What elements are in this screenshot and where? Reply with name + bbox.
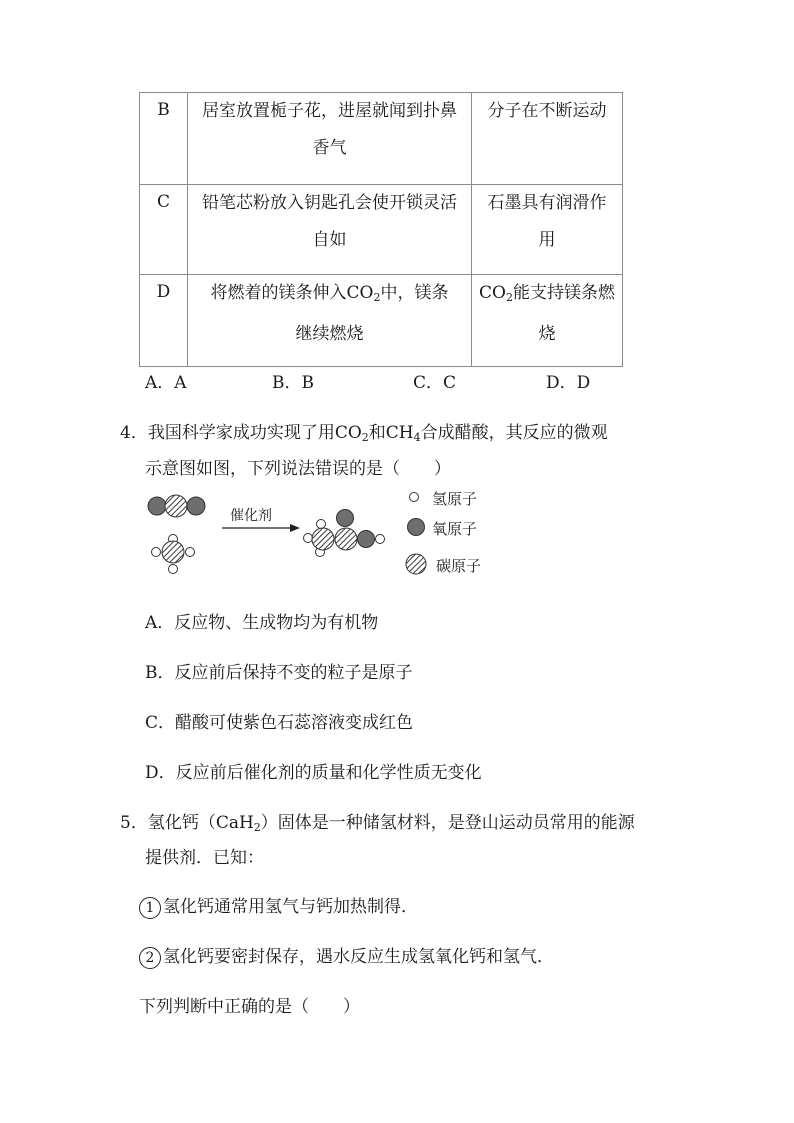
- reaction-arrow: [222, 524, 300, 532]
- q4-option-a[interactable]: A．反应物、生成物均为有机物: [145, 613, 379, 633]
- q3-option-a[interactable]: A．A: [145, 373, 187, 393]
- q5-question: 下列判断中正确的是（ ）: [139, 997, 360, 1017]
- question-text: ）固体是一种储氢材料，是登山运动员常用的能源: [260, 813, 635, 833]
- circled-number-1: 1: [139, 897, 161, 919]
- chem-subscript: 2: [505, 291, 513, 304]
- q5-item-2: [139, 942, 554, 969]
- circled-number-2: 2: [139, 947, 161, 969]
- q5-stem-line1: [120, 808, 635, 834]
- co2-molecule: [148, 495, 205, 517]
- carbon-atom-icon: [406, 554, 426, 574]
- phenomenon-text: 继续燃烧: [295, 324, 364, 344]
- q4-option-b[interactable]: B．反应前后保持不变的粒子是原子: [145, 663, 413, 683]
- row-label: D: [156, 282, 171, 302]
- q4-option-d[interactable]: D．反应前后催化剂的质量和化学性质无变化: [145, 763, 482, 783]
- q4-stem-line2: 示意图如图，下列说法错误的是（ ）: [145, 459, 451, 479]
- legend-hydrogen: 氢原子: [432, 490, 478, 508]
- phenomenon-text: 铅笔芯粉放入钥匙孔会使开锁灵活: [202, 193, 457, 213]
- question-text: 合成醋酸，其反应的微观: [420, 423, 608, 443]
- phenomenon-text: 居室放置栀子花，进屋就闻到扑鼻: [202, 101, 457, 121]
- phenomenon-text: 将燃着的镁条伸入: [210, 283, 347, 303]
- q5-item-1: [139, 892, 418, 919]
- legend-oxygen: 氧原子: [432, 520, 478, 538]
- explanation-text: 石墨具有润滑作: [487, 193, 607, 213]
- chem-subscript: 2: [361, 431, 369, 444]
- q3-option-c[interactable]: C．C: [413, 373, 457, 393]
- chem-formula: CO: [334, 423, 362, 443]
- question-text: 和: [368, 423, 386, 443]
- oxygen-atom-icon: [408, 519, 425, 536]
- catalyst-label: 催化剂: [230, 508, 272, 524]
- chem-subscript: 4: [413, 431, 421, 444]
- explanation-text: 分子在不断运动: [487, 101, 607, 121]
- chem-formula: CO: [346, 283, 374, 303]
- table-row: [140, 185, 623, 275]
- explanation-text: 烧: [538, 324, 556, 344]
- phenomenon-cell: [188, 185, 471, 259]
- phenomenon-text: 中，镁条: [380, 283, 449, 303]
- chem-formula: CO: [479, 283, 506, 303]
- explanation-text: 能支持镁条燃: [512, 283, 615, 303]
- table-row: [140, 93, 623, 185]
- question-number: 5．: [120, 813, 148, 833]
- question-text: 氢化钙（CaH: [147, 813, 254, 833]
- phenomenon-cell: [188, 93, 471, 167]
- row-label: B: [157, 100, 170, 120]
- explanation-text: 用: [538, 230, 556, 250]
- ch4-molecule: [152, 535, 195, 574]
- item-text: 氢化钙要密封保存，遇水反应生成氢氧化钙和氢气．: [163, 947, 554, 967]
- q4-option-c[interactable]: C．醋酸可使紫色石蕊溶液变成红色: [145, 713, 414, 733]
- legend-symbols: [406, 493, 426, 575]
- q3-option-b[interactable]: B．B: [272, 373, 314, 393]
- phenomenon-text: 自如: [312, 230, 347, 250]
- phenomenon-text: 香气: [312, 138, 347, 158]
- explanation-cell: [472, 93, 622, 130]
- q5-stem-line2: 提供剂．已知：: [145, 848, 264, 868]
- hydrogen-atom-icon: [410, 493, 419, 502]
- explanation-cell: [472, 185, 622, 259]
- row-label: C: [156, 192, 170, 212]
- chem-subscript: 2: [253, 821, 261, 834]
- table-row: [140, 275, 623, 367]
- question-table: [139, 92, 623, 367]
- question-number: 4．: [120, 423, 148, 443]
- q4-stem-line1: [120, 418, 608, 444]
- item-text: 氢化钙通常用氢气与钙加热制得．: [163, 897, 418, 917]
- question-text: 我国科学家成功实现了用: [147, 423, 335, 443]
- phenomenon-cell: [188, 275, 471, 353]
- acetic-acid-molecule: [304, 510, 385, 557]
- chem-formula: CH: [385, 423, 414, 443]
- chem-subscript: 2: [373, 291, 381, 304]
- q3-option-d[interactable]: D．D: [546, 373, 591, 393]
- explanation-cell: [472, 275, 622, 353]
- legend-carbon: 碳原子: [436, 557, 482, 575]
